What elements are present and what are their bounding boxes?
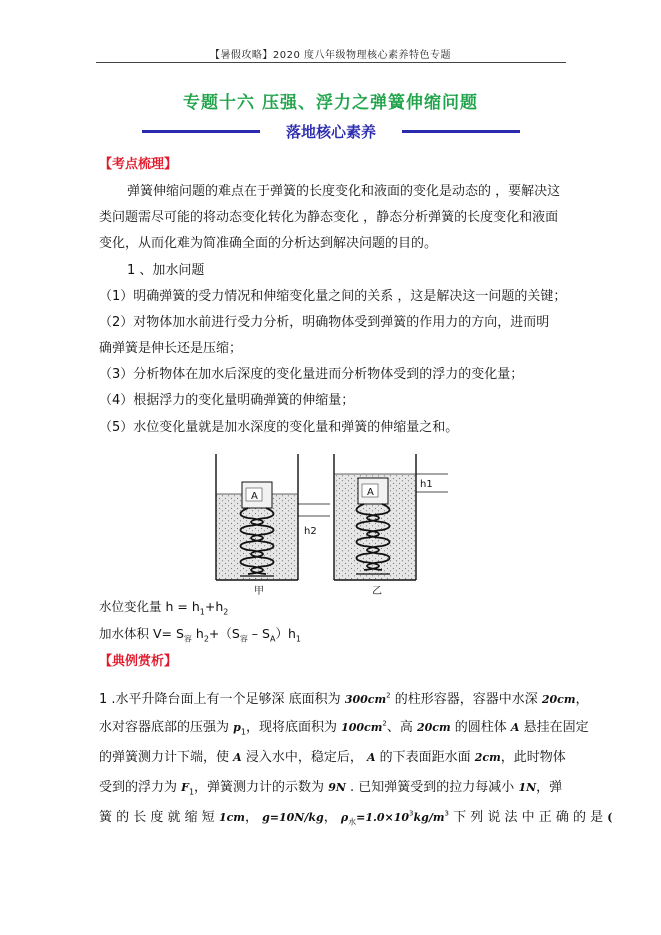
question-1-line-1: 1 .水平升降台面上有一个足够深 底面积为 $300cm^2$ 的柱形容器，容器中水深 20cm， <box>99 691 589 707</box>
item-5: （5）水位变化量就是加水深度的变化量和弹簧的伸缩量之和。 <box>99 420 459 435</box>
formula-water-change: 水位变化量 $h = h_1+h_2$ <box>99 599 229 617</box>
formula-volume: 加水体积 $V= S_容$ $h_2+(S_容 - S_A)h_1$ <box>99 626 301 644</box>
container-left <box>216 454 298 580</box>
section-tag-examples: 【典例赏析】 <box>99 654 178 669</box>
container-right <box>334 454 416 580</box>
caption-right: 乙 <box>372 586 382 597</box>
h1-label: h1 <box>420 479 433 490</box>
page-title: 专题十六 压强、浮力之弹簧伸缩问题 <box>183 93 478 113</box>
question-1-line-4: 受到的浮力为 $F_1$，弹簧测力计的示数为 9N . 已知弹簧受到的拉力每减小 1N，弹 <box>99 780 563 797</box>
item-2: （2）对物体加水前进行受力分析，明确物体受到弹簧的作用力的方向，进而明 <box>99 315 550 330</box>
intro-line-2: 类问题需尽可能的将动态变化转化为静态变化 ，静态分析弹簧的长度变化和液面 <box>99 210 559 225</box>
header-divider <box>96 62 566 63</box>
item-2-cont: 确弹簧是伸长还是压缩； <box>99 341 243 356</box>
intro-line-3: 变化，从而化难为简准确全面的分析达到解决问题的目的。 <box>99 236 438 251</box>
running-header: 【暑假攻略】2020 度八年级物理核心素养特色专题 <box>209 50 452 61</box>
spring-container-figure <box>212 452 452 598</box>
sub-heading: 1 、加水问题 <box>127 263 205 278</box>
item-3: （3）分析物体在加水后深度的变化量进而分析物体受到的浮力的变化量； <box>99 367 524 382</box>
caption-left: 甲 <box>254 586 264 597</box>
block-label-left: A <box>251 491 258 502</box>
item-1: （1）明确弹簧的受力情况和伸缩变化量之间的关系 ，这是解决这一问题的关键； <box>99 289 567 304</box>
section-tag-summary: 【考点梳理】 <box>99 157 178 172</box>
banner-line-right <box>402 130 520 133</box>
block-label-right: A <box>367 487 374 498</box>
banner-text: 落地核心素养 <box>285 123 376 141</box>
banner <box>142 121 520 141</box>
h2-label: h2 <box>304 526 317 537</box>
intro-line-1: 弹簧伸缩问题的难点在于弹簧的长度变化和液面的变化是动态的 ，要解决这 <box>127 184 561 199</box>
question-1-line-3: 的弹簧测力计下端，使 A 浸入水中，稳定后， A 的下表面距水面 2cm，此时物体 <box>99 750 566 765</box>
question-1-line-2: 水对容器底部的压强为 $p_1$，现将底面积为 $100cm^2$、高 20cm 的圆柱体 A 悬挂在固定 <box>99 719 589 737</box>
question-1-line-5: 簧 的 长 度 就 缩 短 1cm， g=10N/kg， $\rho_水=1.0\times 10^3kg/m^3$ 下 列 说 法 中 正 确 的 是 ( <box>99 809 613 827</box>
item-4: （4）根据浮力的变化量明确弹簧的伸缩量； <box>99 393 355 408</box>
